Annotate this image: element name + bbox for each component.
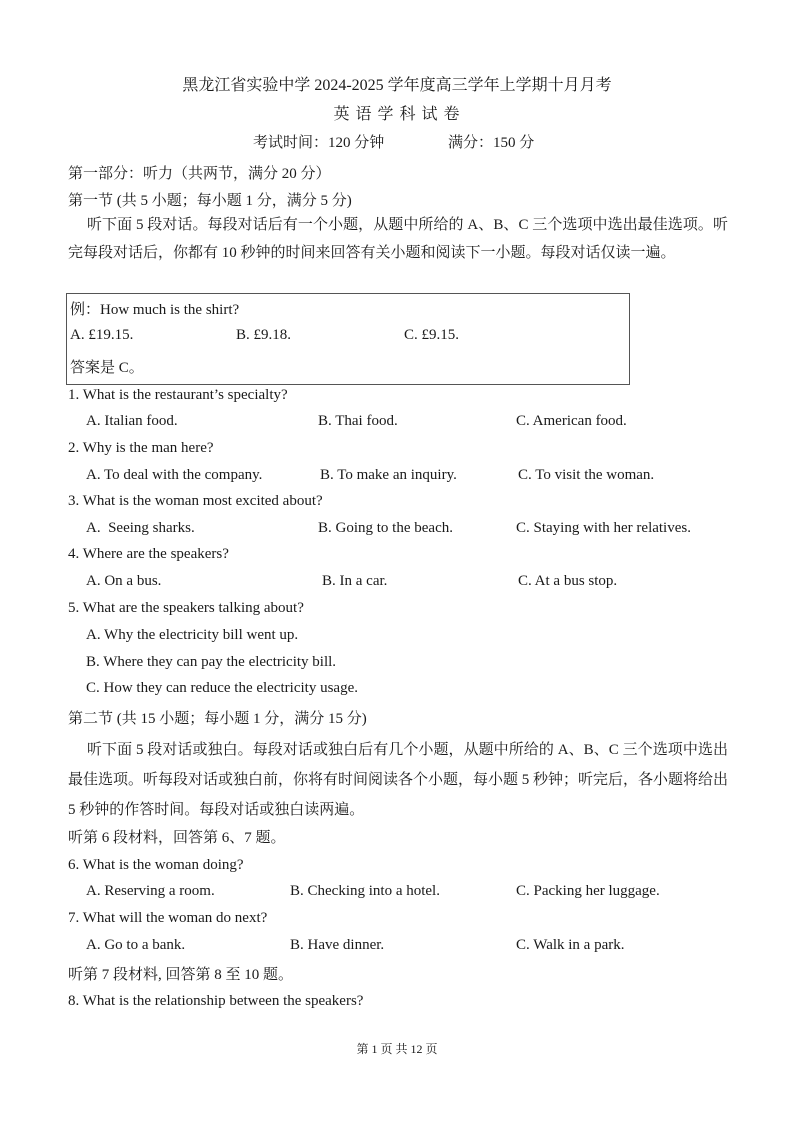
subject-title: 英 语 学 科 试 卷 bbox=[333, 106, 461, 123]
option-b: B. Going to the beach. bbox=[318, 520, 453, 536]
option-c: C. Walk in a park. bbox=[516, 937, 625, 953]
option-b: B. Where they can pay the electricity bill. bbox=[86, 654, 337, 670]
question-stem: 7. What will the woman do next? bbox=[68, 910, 268, 926]
option-b: B. Have dinner. bbox=[290, 937, 385, 953]
page-number: 第 1 页 共 12 页 bbox=[356, 1042, 438, 1056]
question-stem: 1. What is the restaurant’s specialty? bbox=[68, 387, 288, 403]
option-a: A. To deal with the company. bbox=[86, 467, 263, 483]
exam-time: 考试时间：120 分钟 bbox=[253, 135, 385, 151]
section2-instructions: 听下面 5 段对话或独白。每段对话或独白后有几个小题，从题中所给的 A、B、C 三个选项中选出最佳选项。听每段对话或独白前，你将有时间阅读各个小题，每小题 5 秒钟；听完后，各小题将给出 5 秒钟的作答时间。每段对话或独白读两遍。 bbox=[68, 742, 729, 818]
question-stem: 3. What is the woman most excited about? bbox=[68, 493, 323, 509]
option-b: B. Checking into a hotel. bbox=[290, 883, 440, 899]
option-c: C. American food. bbox=[516, 413, 627, 429]
option-c: C. At a bus stop. bbox=[518, 573, 618, 589]
question-stem: 5. What are the speakers talking about? bbox=[68, 600, 304, 616]
option-a: A. Go to a bank. bbox=[86, 937, 186, 953]
part1-heading: 第一部分：听力（共两节，满分 20 分） bbox=[68, 166, 331, 182]
option-c: C. To visit the woman. bbox=[518, 467, 655, 483]
option-c: C. How they can reduce the electricity usage. bbox=[86, 680, 358, 696]
option-a: A. Reserving a room. bbox=[86, 883, 215, 899]
option-c: C. Packing her luggage. bbox=[516, 883, 660, 899]
option-a: A. Why the electricity bill went up. bbox=[86, 627, 299, 643]
example-option-a: A. £19.15. bbox=[70, 327, 134, 343]
option-a: A. Seeing sharks. bbox=[86, 520, 195, 536]
option-c: C. Staying with her relatives. bbox=[516, 520, 691, 536]
section2-heading: 第二节 (共 15 小题；每小题 1 分，满分 15 分) bbox=[68, 711, 367, 727]
material6-note: 听第 6 段材料，回答第 6、7 题。 bbox=[68, 830, 286, 846]
question-stem: 8. What is the relationship between the speakers? bbox=[68, 993, 364, 1009]
material7-note: 听第 7 段材料, 回答第 8 至 10 题。 bbox=[68, 967, 294, 983]
example-answer: 答案是 C。 bbox=[70, 360, 144, 376]
example-question: 例：How much is the shirt? bbox=[70, 302, 240, 318]
question-stem: 2. Why is the man here? bbox=[68, 440, 214, 456]
option-b: B. Thai food. bbox=[318, 413, 398, 429]
exam-title: 黑龙江省实验中学 2024-2025 学年度高三学年上学期十月月考 bbox=[182, 77, 612, 94]
option-b: B. To make an inquiry. bbox=[320, 467, 457, 483]
option-a: A. Italian food. bbox=[86, 413, 178, 429]
example-option-c: C. £9.15. bbox=[404, 327, 460, 343]
section1-heading: 第一节 (共 5 小题；每小题 1 分，满分 5 分) bbox=[68, 193, 352, 209]
section1-instructions: 听下面 5 段对话。每段对话后有一个小题，从题中所给的 A、B、C 三个选项中选出最佳选项。听完每段对话后，你都有 10 秒钟的时间来回答有关小题和阅读下一小题。每段对话仅读一遍。 bbox=[68, 217, 728, 261]
option-b: B. In a car. bbox=[322, 573, 388, 589]
full-score: 满分：150 分 bbox=[448, 135, 535, 151]
option-a: A. On a bus. bbox=[86, 573, 162, 589]
example-option-b: B. £9.18. bbox=[236, 327, 292, 343]
question-stem: 6. What is the woman doing? bbox=[68, 857, 244, 873]
question-stem: 4. Where are the speakers? bbox=[68, 546, 229, 562]
